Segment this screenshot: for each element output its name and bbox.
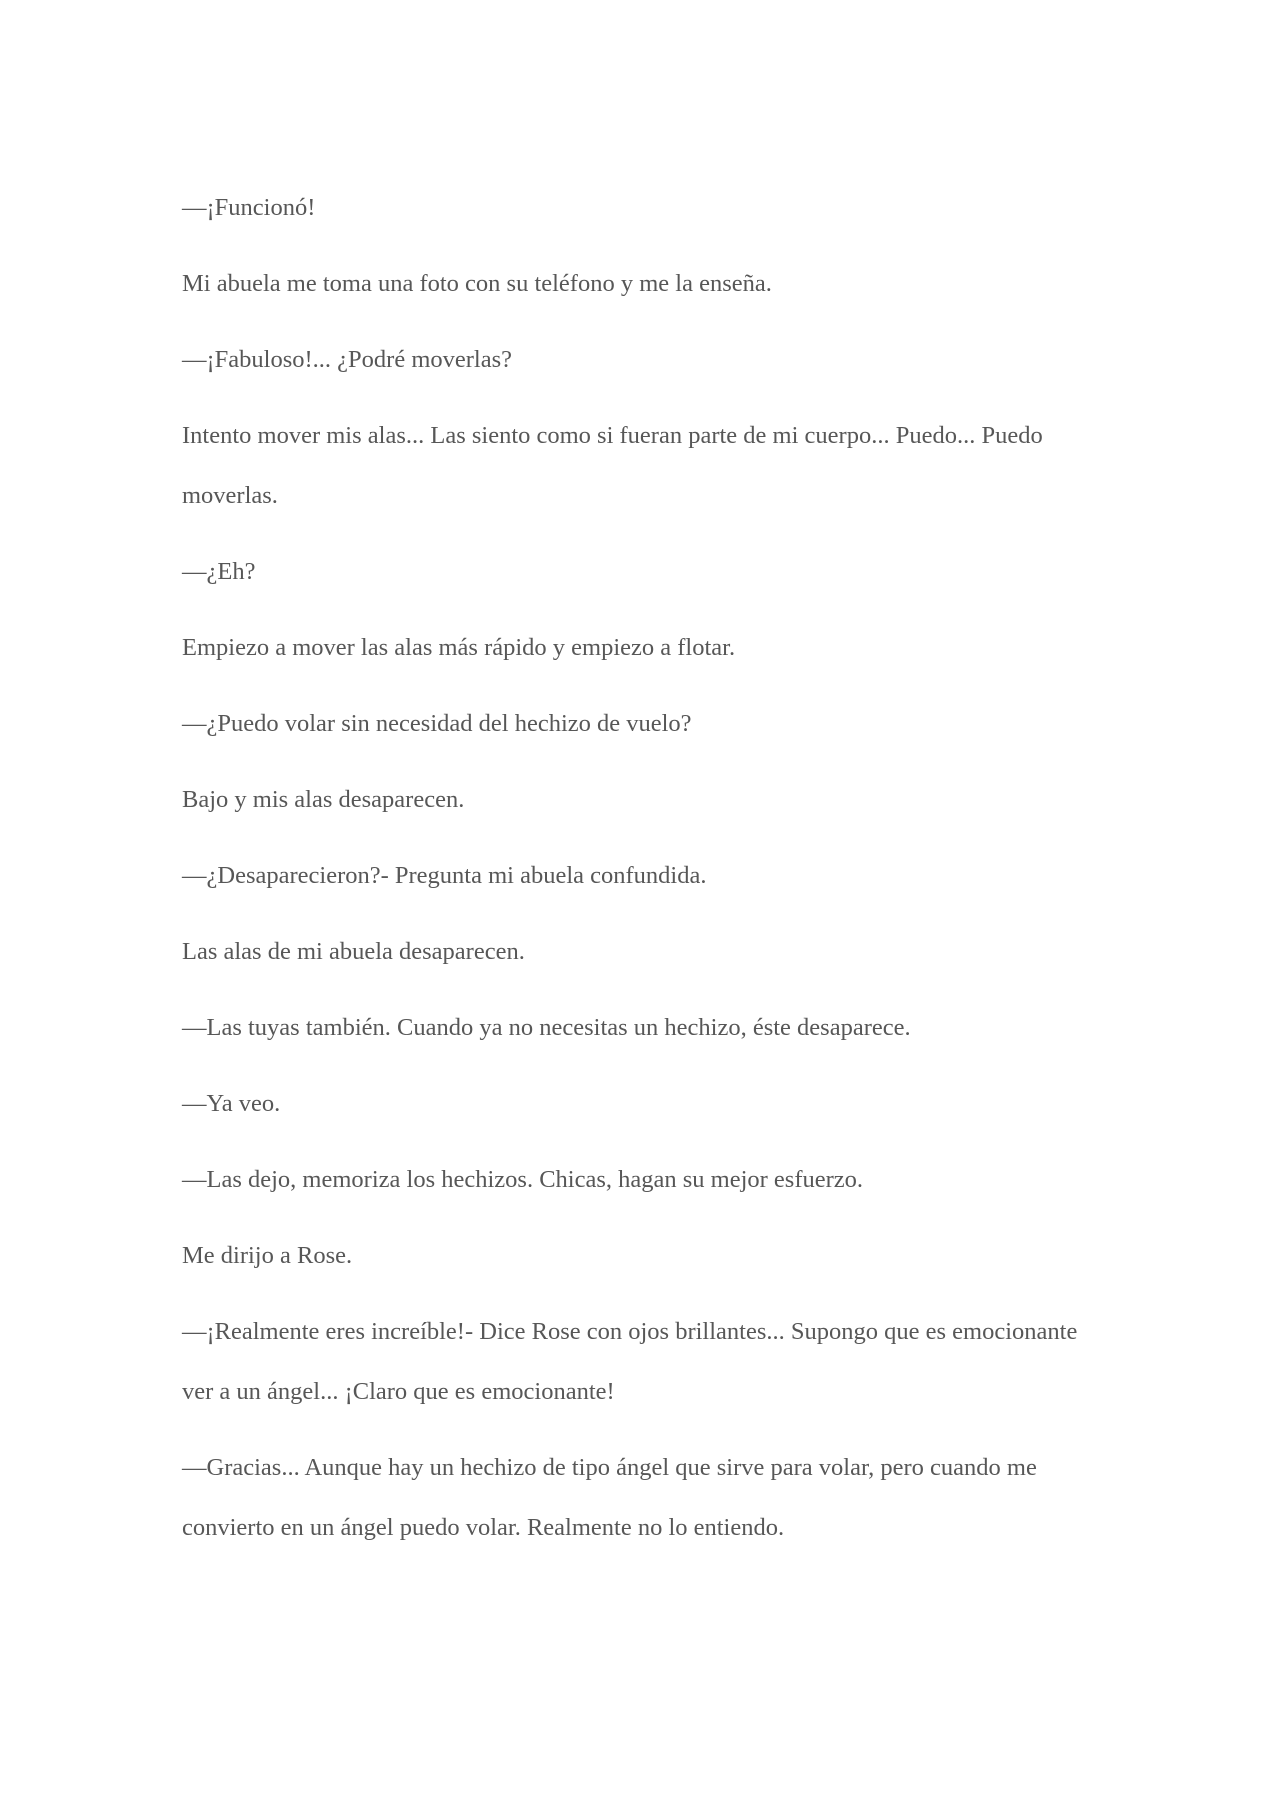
document-body [182, 178, 1102, 1574]
paragraph: Mi abuela me toma una foto con su teléfono y me la enseña. [182, 270, 772, 297]
paragraph: —Las dejo, memoriza los hechizos. Chicas, hagan su mejor esfuerzo. [182, 1166, 864, 1193]
paragraph: —¡Realmente eres increíble!- Dice Rose con ojos brillantes... Supongo que es emocionante ver a un ángel... ¡Claro que es emocionante! [182, 1318, 1078, 1405]
paragraph: —¿Desaparecieron?- Pregunta mi abuela confundida. [182, 862, 707, 889]
paragraph: Bajo y mis alas desaparecen. [182, 786, 465, 813]
paragraph: Intento mover mis alas... Las siento como si fueran parte de mi cuerpo... Puedo... Puedo moverlas. [182, 422, 1043, 509]
paragraph: —¿Eh? [182, 558, 256, 585]
paragraph: Me dirijo a Rose. [182, 1242, 353, 1269]
paragraph: Las alas de mi abuela desaparecen. [182, 938, 525, 965]
paragraph: —Gracias... Aunque hay un hechizo de tipo ángel que sirve para volar, pero cuando me convierto en un ángel puedo volar. Realmente no lo entiendo. [182, 1454, 1037, 1541]
paragraph: —Ya veo. [182, 1090, 281, 1117]
paragraph: —Las tuyas también. Cuando ya no necesitas un hechizo, éste desaparece. [182, 1014, 911, 1041]
paragraph: —¡Fabuloso!... ¿Podré moverlas? [182, 346, 512, 373]
paragraph: —¡Funcionó! [182, 194, 316, 221]
paragraph: Empiezo a mover las alas más rápido y empiezo a flotar. [182, 634, 736, 661]
paragraph: —¿Puedo volar sin necesidad del hechizo de vuelo? [182, 710, 692, 737]
